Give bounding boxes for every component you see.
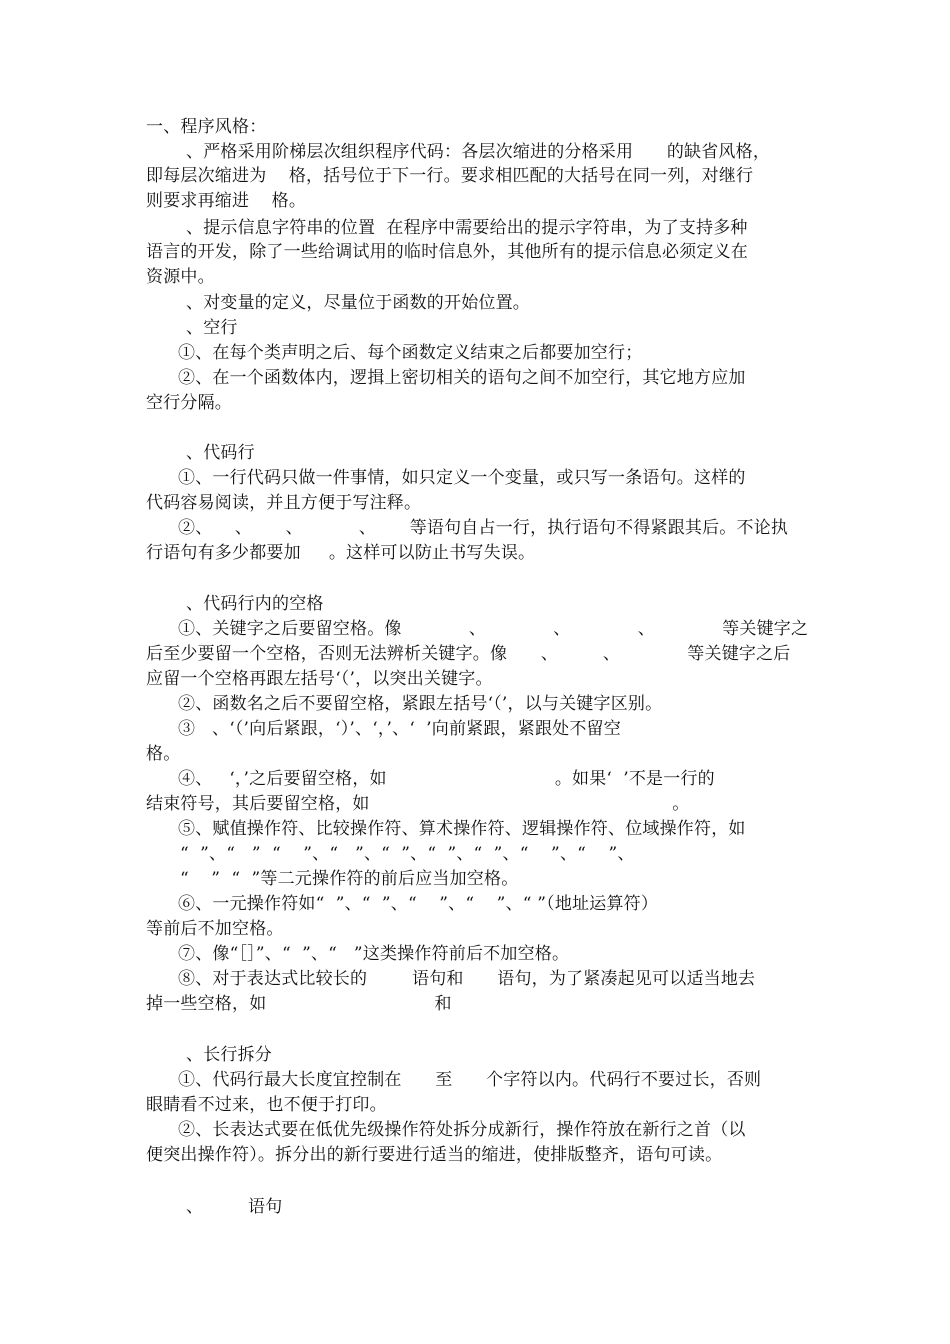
text-line: 便突出操作符）。拆分出的新行要进行适当的缩进，使排版整齐，语句可读。: [146, 1145, 723, 1165]
subsection-title: 、空行: [186, 318, 238, 338]
text-line: 则要求再缩进 格。: [146, 191, 307, 211]
subsection-title: 、长行拆分: [186, 1045, 272, 1065]
text-line: 资源中。: [146, 267, 215, 287]
section-heading: 一、程序风格：: [146, 117, 267, 137]
text-line: 、提示信息字符串的位置 在程序中需要给出的提示字符串，为了支持多种: [186, 218, 748, 238]
text-line: 即每层次缩进为 格，括号位于下一行。要求相匹配的大括号在同一列，对继行: [146, 166, 754, 186]
subsection-title: 、代码行内的空格: [186, 594, 324, 614]
text-line: ①、代码行最大长度宜控制在 至 个字符以内。代码行不要过长，否则: [178, 1070, 762, 1090]
text-line: 等前后不加空格。: [146, 919, 284, 939]
text-line: 后至少要留一个空格，否则无法辨析关键字。像 、 、 等关键字之后: [146, 644, 791, 664]
text-line: 语言的开发，除了一些给调试用的临时信息外，其他所有的提示信息必须定义在: [146, 242, 748, 262]
text-line: ①、关键字之后要留空格。像 、 、 、 等关键字之: [178, 619, 809, 639]
text-line: ①、在每个类声明之后、每个函数定义结束之后都要加空行；: [178, 343, 643, 363]
text-line: ①、一行代码只做一件事情，如只定义一个变量，或只写一条语句。这样的: [178, 468, 746, 488]
text-line: ⑦、像“［］”、“ ”、“ ”这类操作符前后不加空格。: [178, 944, 570, 964]
text-line: 、对变量的定义，尽量位于函数的开始位置。: [186, 293, 530, 313]
text-line: 格。: [146, 744, 181, 764]
text-line: ②、 、 、 、 等语句自占一行，执行语句不得紧跟其后。不论执: [178, 518, 789, 538]
text-line: 结束符号，其后要留空格，如 。: [146, 794, 690, 814]
text-line: ⑧、对于表达式比较长的 语句和 语句，为了紧凑起见可以适当地去: [178, 969, 756, 989]
text-line: ②、在一个函数体内，逻揖上密切相关的语句之间不加空行，其它地方应加: [178, 368, 746, 388]
text-line: ⑤、赋值操作符、比较操作符、算术操作符、逻辑操作符、位域操作符，如: [178, 819, 746, 839]
text-line: “ ” “ ”等二元操作符的前后应当加空格。: [180, 869, 519, 889]
text-line: ③ 、‘（’向后紧跟，‘）’、‘，’、‘ ’向前紧跟，紧跟处不留空: [178, 719, 621, 739]
subsection-title: 、 语句: [186, 1197, 283, 1217]
text-line: ②、长表达式要在低优先级操作符处拆分成新行，操作符放在新行之首（以: [178, 1120, 746, 1140]
text-line: ⑥、一元操作符如“ ”、“ ”、“ ”、“ ”、“ ”（地址运算符）: [178, 894, 659, 914]
text-line: 掉一些空格，如 和: [146, 994, 452, 1014]
text-line: 行语句有多少都要加 。这样可以防止书写失误。: [146, 543, 536, 563]
subsection-title: 、代码行: [186, 443, 255, 463]
text-line: 空行分隔。: [146, 393, 232, 413]
text-line: ②、函数名之后不要留空格，紧跟左括号‘（’，以与关键字区别。: [178, 694, 663, 714]
text-line: “ ”、“ ” “ ”、“ ”、“ ”、“ ”、“ ”、“ ”、“ ”、: [180, 844, 635, 864]
text-line: ④、 ‘，’之后要留空格，如 。如果‘ ’不是一行的: [178, 769, 715, 789]
text-line: 眼睛看不过来，也不便于打印。: [146, 1095, 387, 1115]
text-line: 代码容易阅读，并且方便于写注释。: [146, 493, 422, 513]
text-line: 应留一个空格再跟左括号‘（’，以突出关键字。: [146, 669, 493, 689]
text-line: 、严格采用阶梯层次组织程序代码：各层次缩进的分格采用 的缺省风格，: [186, 142, 771, 162]
